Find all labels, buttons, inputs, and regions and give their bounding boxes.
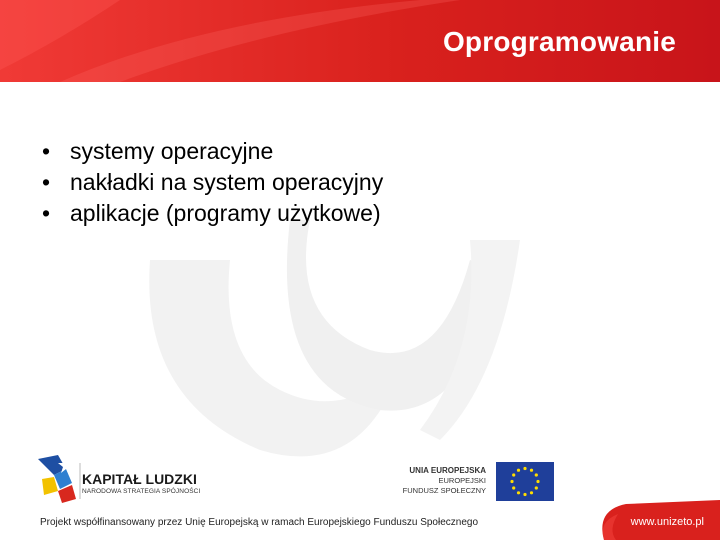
list-item <box>42 198 383 229</box>
eu-text-block <box>392 466 486 496</box>
slide-header <box>0 0 720 82</box>
list-item <box>42 136 383 167</box>
bullet-text: nakładki na system operacyjny <box>70 169 384 195</box>
bullet-text: aplikacje (programy użytkowe) <box>70 200 381 226</box>
eu-line-2: EUROPEJSKI <box>438 476 486 485</box>
website-link[interactable]: www.unizeto.pl <box>630 516 704 528</box>
kapital-ludzki-title: KAPITAŁ LUDZKI <box>82 471 197 487</box>
bullet-list <box>42 136 383 229</box>
watermark-logo <box>140 200 560 460</box>
slide-title: Oprogramowanie <box>442 26 676 57</box>
bullet-text: systemy operacyjne <box>70 138 274 164</box>
bullet-dot: • <box>42 200 51 226</box>
eu-line-1: UNIA EUROPEJSKA <box>409 466 486 475</box>
eu-flag-icon <box>496 462 554 501</box>
kapital-ludzki-subtitle: NARODOWA STRATEGIA SPÓJNOŚCI <box>82 488 201 495</box>
bullet-dot: • <box>42 138 51 164</box>
eu-line-3: FUNDUSZ SPOŁECZNY <box>402 486 486 495</box>
bullet-dot: • <box>42 169 51 195</box>
list-item <box>42 167 383 198</box>
footer-text: Projekt współfinansowany przez Unię Europejską w ramach Europejskiego Funduszu Społecznego <box>40 517 479 528</box>
